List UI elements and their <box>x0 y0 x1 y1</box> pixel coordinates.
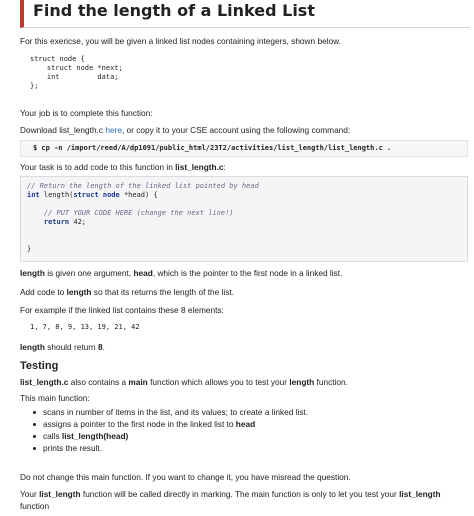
text-span: Your <box>20 489 40 499</box>
job-text: Your job is to complete this function: <box>20 108 153 118</box>
title-bar <box>20 0 470 28</box>
text-span: function which allows you to test your <box>147 377 290 387</box>
text-span: function. <box>314 377 348 387</box>
function-code <box>27 182 259 254</box>
code-struct-keyword: struct node <box>73 191 120 199</box>
bullet-text: assigns a pointer to the first node in the linked list to <box>43 419 236 429</box>
list-item <box>32 406 308 418</box>
bullet-text: calls <box>43 431 62 441</box>
bold-length: length <box>20 342 45 352</box>
text-span: function will be called directly in marking. The main function is only to let you test your <box>80 489 400 499</box>
add-code-text <box>20 287 234 298</box>
download-suffix: , or copy it to your CSE account using the following command: <box>121 125 351 135</box>
text-span: is given one argument, <box>44 268 134 278</box>
bold-length: length <box>66 287 92 297</box>
task-suffix: : <box>223 162 226 172</box>
intro-text: For this exericse, you will be given a linked list nodes containing integers, shown below. <box>20 36 341 46</box>
testing-text <box>20 377 348 388</box>
main-fn-text: This main function: <box>20 393 90 403</box>
bold-length: length <box>289 377 315 387</box>
download-link[interactable]: here <box>105 125 122 135</box>
text-span: , which is the pointer to the first node in a linked list. <box>152 268 343 278</box>
bullet-text: scans in number of items in the list, and its values; to create a linked list. <box>43 407 309 417</box>
bold-file: list_length.c <box>20 377 69 387</box>
function-code-block <box>20 176 468 262</box>
command-box[interactable] <box>20 140 468 157</box>
text-span: Add code to <box>20 287 67 297</box>
bold-main: main <box>128 377 148 387</box>
code-close-brace: } <box>27 245 32 253</box>
bold-fn-name: list_length <box>39 489 81 499</box>
bold-fn-name: list_length <box>399 489 441 499</box>
warning-text: Do not change this main function. If you want to change it, you have misread the question. <box>20 472 351 482</box>
text-span: so that its returns the length of the list. <box>91 287 234 297</box>
bold-eight: 8 <box>97 342 103 352</box>
main-fn-list <box>32 406 308 454</box>
bold-head: head <box>133 268 153 278</box>
final-text-line2: function <box>20 501 50 511</box>
list-item <box>32 418 308 430</box>
download-text <box>20 125 350 136</box>
testing-heading: Testing <box>20 360 59 372</box>
code-int-keyword: int <box>27 191 40 199</box>
list-item <box>32 442 308 454</box>
text-span: should return <box>44 342 98 352</box>
struct-code-block: struct node { struct node *next; int data; }; <box>30 55 123 90</box>
code-signature: length( <box>39 191 74 199</box>
task-prefix: Your task is to add code to this function in <box>20 162 176 172</box>
bold-length: length <box>20 268 45 278</box>
code-body-comment: // PUT YOUR CODE HERE (change the next line!) <box>27 209 234 217</box>
final-text <box>20 489 441 500</box>
text-span: . <box>102 342 105 352</box>
download-prefix: Download list_length.c <box>20 125 106 135</box>
task-file: list_length.c <box>175 162 224 172</box>
code-return-value: 42; <box>69 218 87 226</box>
should-return-text <box>20 342 105 353</box>
list-item <box>32 430 308 442</box>
code-signature-end: *head) { <box>119 191 158 199</box>
bold-head: head <box>235 419 256 429</box>
example-text: For example if the linked list contains these 8 elements: <box>20 305 224 315</box>
task-text <box>20 162 226 173</box>
code-comment: // Return the length of the linked list pointed by head <box>27 182 259 190</box>
bullet-text: prints the result. <box>43 443 103 453</box>
example-values: 1, 7, 8, 9, 13, 19, 21, 42 <box>30 323 140 331</box>
bold-call: list_length(head) <box>61 431 129 441</box>
code-return-keyword: return <box>27 218 70 226</box>
copy-command[interactable]: $ cp -n /import/reed/A/dp1091/public_html/23T2/activities/list_length/list_length.c . <box>33 144 392 152</box>
page-title: Find the length of a Linked List <box>33 1 315 20</box>
length-arg-text <box>20 268 342 279</box>
text-span: also contains a <box>68 377 129 387</box>
